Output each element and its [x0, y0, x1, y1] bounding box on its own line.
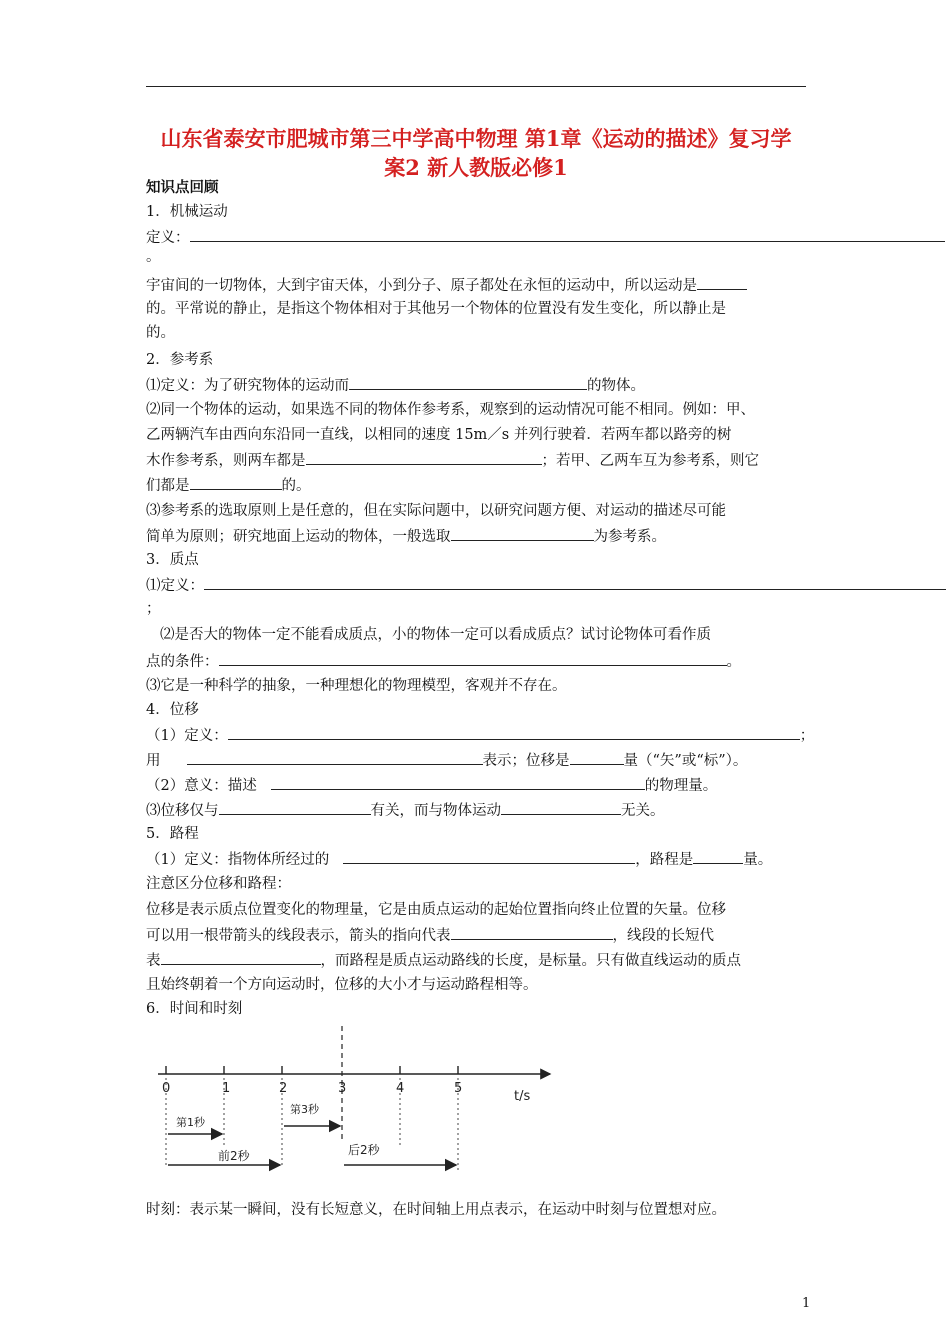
blank[interactable]: [451, 924, 613, 940]
s3-text: 。: [726, 654, 741, 670]
blank[interactable]: [697, 274, 747, 290]
s4-p3: [146, 774, 717, 797]
page-number: 1: [802, 1296, 811, 1311]
blank[interactable]: [228, 724, 800, 740]
title-line-1: 山东省泰安市肥城市第三中学高中物理 第1章《运动的描述》复习学: [160, 126, 792, 151]
s2-p3-b: [146, 525, 666, 548]
s4-text: 用: [146, 753, 161, 769]
blank[interactable]: [204, 574, 946, 590]
s3-p3: ⑶它是一种科学的抽象，一种理想化的物理模型，客观并不存在。: [146, 678, 567, 694]
s2-p3-a: ⑶参考系的选取原则上是任意的，但在实际问题中，以研究问题方便、对运动的描述尽可能: [146, 503, 726, 519]
s4-title: 4．位移: [146, 702, 199, 718]
s4-text: （2）意义：描述: [146, 778, 257, 794]
s2-text: ；若甲、乙两车互为参考系，则它: [541, 453, 759, 469]
s2-text: 的物体。: [587, 378, 645, 394]
s5-p2-a: 位移是表示质点位置变化的物理量，它是由质点运动的起始位置指向终止位置的矢量。位移: [146, 902, 726, 918]
s4-p4: [146, 799, 665, 822]
s3-p2-a: ⑵是否大的物体一定不能看成质点，小的物体一定可以看成质点？试讨论物体可看作质: [160, 627, 711, 643]
s2-text: 为参考系。: [593, 529, 666, 545]
blank[interactable]: [219, 650, 727, 666]
s5-p2-c: [146, 949, 741, 972]
header-rule: [146, 86, 806, 87]
s5-text: 可以用一根带箭头的线段表示，箭头的指向代表: [146, 928, 451, 944]
s1-definition: [146, 226, 945, 249]
s3-text: 点的条件：: [146, 654, 219, 670]
s4-p2: [146, 749, 747, 772]
tick-label-4: 4: [396, 1081, 405, 1096]
label-third-second: 第3秒: [290, 1103, 319, 1116]
blank[interactable]: [190, 474, 282, 490]
s2-text: 们都是: [146, 478, 190, 494]
s1-para-a: [146, 274, 747, 297]
s6-moment: 时刻：表示某一瞬间，没有长短意义，在时间轴上用点表示，在运动中时刻与位置想对应。: [146, 1202, 726, 1218]
s5-text: ，而路程是质点运动路线的长度，是标量。只有做直线运动的质点: [320, 953, 741, 969]
s3-p1: [146, 574, 946, 597]
blank[interactable]: [451, 525, 594, 541]
blank[interactable]: [219, 799, 371, 815]
s2-p2-c: [146, 449, 759, 472]
tick-label-2: 2: [279, 1081, 288, 1096]
blank[interactable]: [343, 848, 635, 864]
s1-para-b: 的。平常说的静止，是指这个物体相对于其他另一个物体的位置没有发生变化，所以静止是: [146, 301, 726, 317]
s5-text: ，线段的长短代: [612, 928, 714, 944]
s4-p1: [146, 724, 814, 747]
s1-def-end: 。: [146, 249, 161, 265]
tick-label-5: 5: [454, 1081, 463, 1096]
s5-p1: [146, 848, 772, 871]
s3-p2-b: [146, 650, 741, 673]
s2-text: ⑴定义：为了研究物体的运动而: [146, 378, 349, 394]
blank[interactable]: [501, 799, 621, 815]
s4-text: （1）定义：: [146, 728, 228, 744]
label-first-two: 前2秒: [218, 1149, 250, 1163]
blank[interactable]: [187, 749, 483, 765]
tick-label-0: 0: [162, 1081, 171, 1096]
blank[interactable]: [190, 226, 945, 242]
s1-title: 1．机械运动: [146, 204, 228, 220]
s2-title: 2．参考系: [146, 352, 214, 368]
s2-text: 简单为原则；研究地面上运动的物体，一般选取: [146, 529, 451, 545]
s3-p1-end: ；: [146, 601, 161, 617]
s5-title: 5．路程: [146, 826, 199, 842]
s4-text: ；: [799, 728, 815, 744]
s2-text: 木作参考系，则两车都是: [146, 453, 306, 469]
blank[interactable]: [349, 374, 587, 390]
section-heading: 知识点回顾: [146, 179, 219, 196]
tick-label-3: 3: [338, 1081, 347, 1096]
tick-label-1: 1: [222, 1081, 231, 1096]
s4-text: 的物理量。: [644, 778, 718, 794]
document-title: [146, 124, 806, 182]
blank[interactable]: [306, 449, 542, 465]
s3-title: 3．质点: [146, 552, 199, 568]
s3-text: ⑴定义：: [146, 578, 204, 594]
s4-text: 有关，而与物体运动: [370, 803, 501, 819]
s5-p2-b: [146, 924, 714, 947]
blank[interactable]: [693, 848, 743, 864]
title-line-2: 案2 新人教版必修1: [384, 155, 568, 180]
s5-note: 注意区分位移和路程：: [146, 876, 291, 892]
s5-p2-d: 且始终朝着一个方向运动时，位移的大小才与运动路程相等。: [146, 977, 538, 993]
s2-text: 的。: [281, 478, 311, 494]
s2-p1: [146, 374, 645, 397]
s2-p2-a: ⑵同一个物体的运动，如果选不同的物体作参考系，观察到的运动情况可能不相同。例如：甲、: [146, 402, 755, 418]
blank[interactable]: [271, 774, 645, 790]
s1-def-label: 定义：: [146, 230, 190, 246]
blank[interactable]: [161, 949, 321, 965]
s5-text: （1）定义：指物体所经过的: [146, 852, 330, 868]
s2-p2-b: 乙两辆汽车由西向东沿同一直线，以相同的速度 15m／s 并列行驶着．若两车都以路旁的树: [146, 427, 732, 443]
s5-text: 量。: [743, 852, 773, 868]
axis-label: t/s: [514, 1089, 531, 1104]
s5-text: 表: [146, 953, 161, 969]
s4-text: 表示；位移是: [482, 753, 570, 769]
s4-text: ⑶位移仅与: [146, 803, 219, 819]
s6-title: 6．时间和时刻: [146, 1001, 243, 1017]
label-first-second: 第1秒: [176, 1116, 205, 1129]
s2-p2-d: [146, 474, 311, 497]
s4-text: 无关。: [621, 803, 665, 819]
s1-text: 宇宙间的一切物体，大到宇宙天体，小到分子、原子都处在永恒的运动中，所以运动是: [146, 278, 697, 294]
label-last-two: 后2秒: [348, 1143, 380, 1157]
s1-para-c: 的。: [146, 325, 175, 341]
s5-text: ，路程是: [635, 852, 694, 868]
blank[interactable]: [570, 749, 624, 765]
s4-text: 量（“矢”或“标”）。: [623, 753, 748, 769]
time-axis-figure: [150, 1022, 570, 1182]
